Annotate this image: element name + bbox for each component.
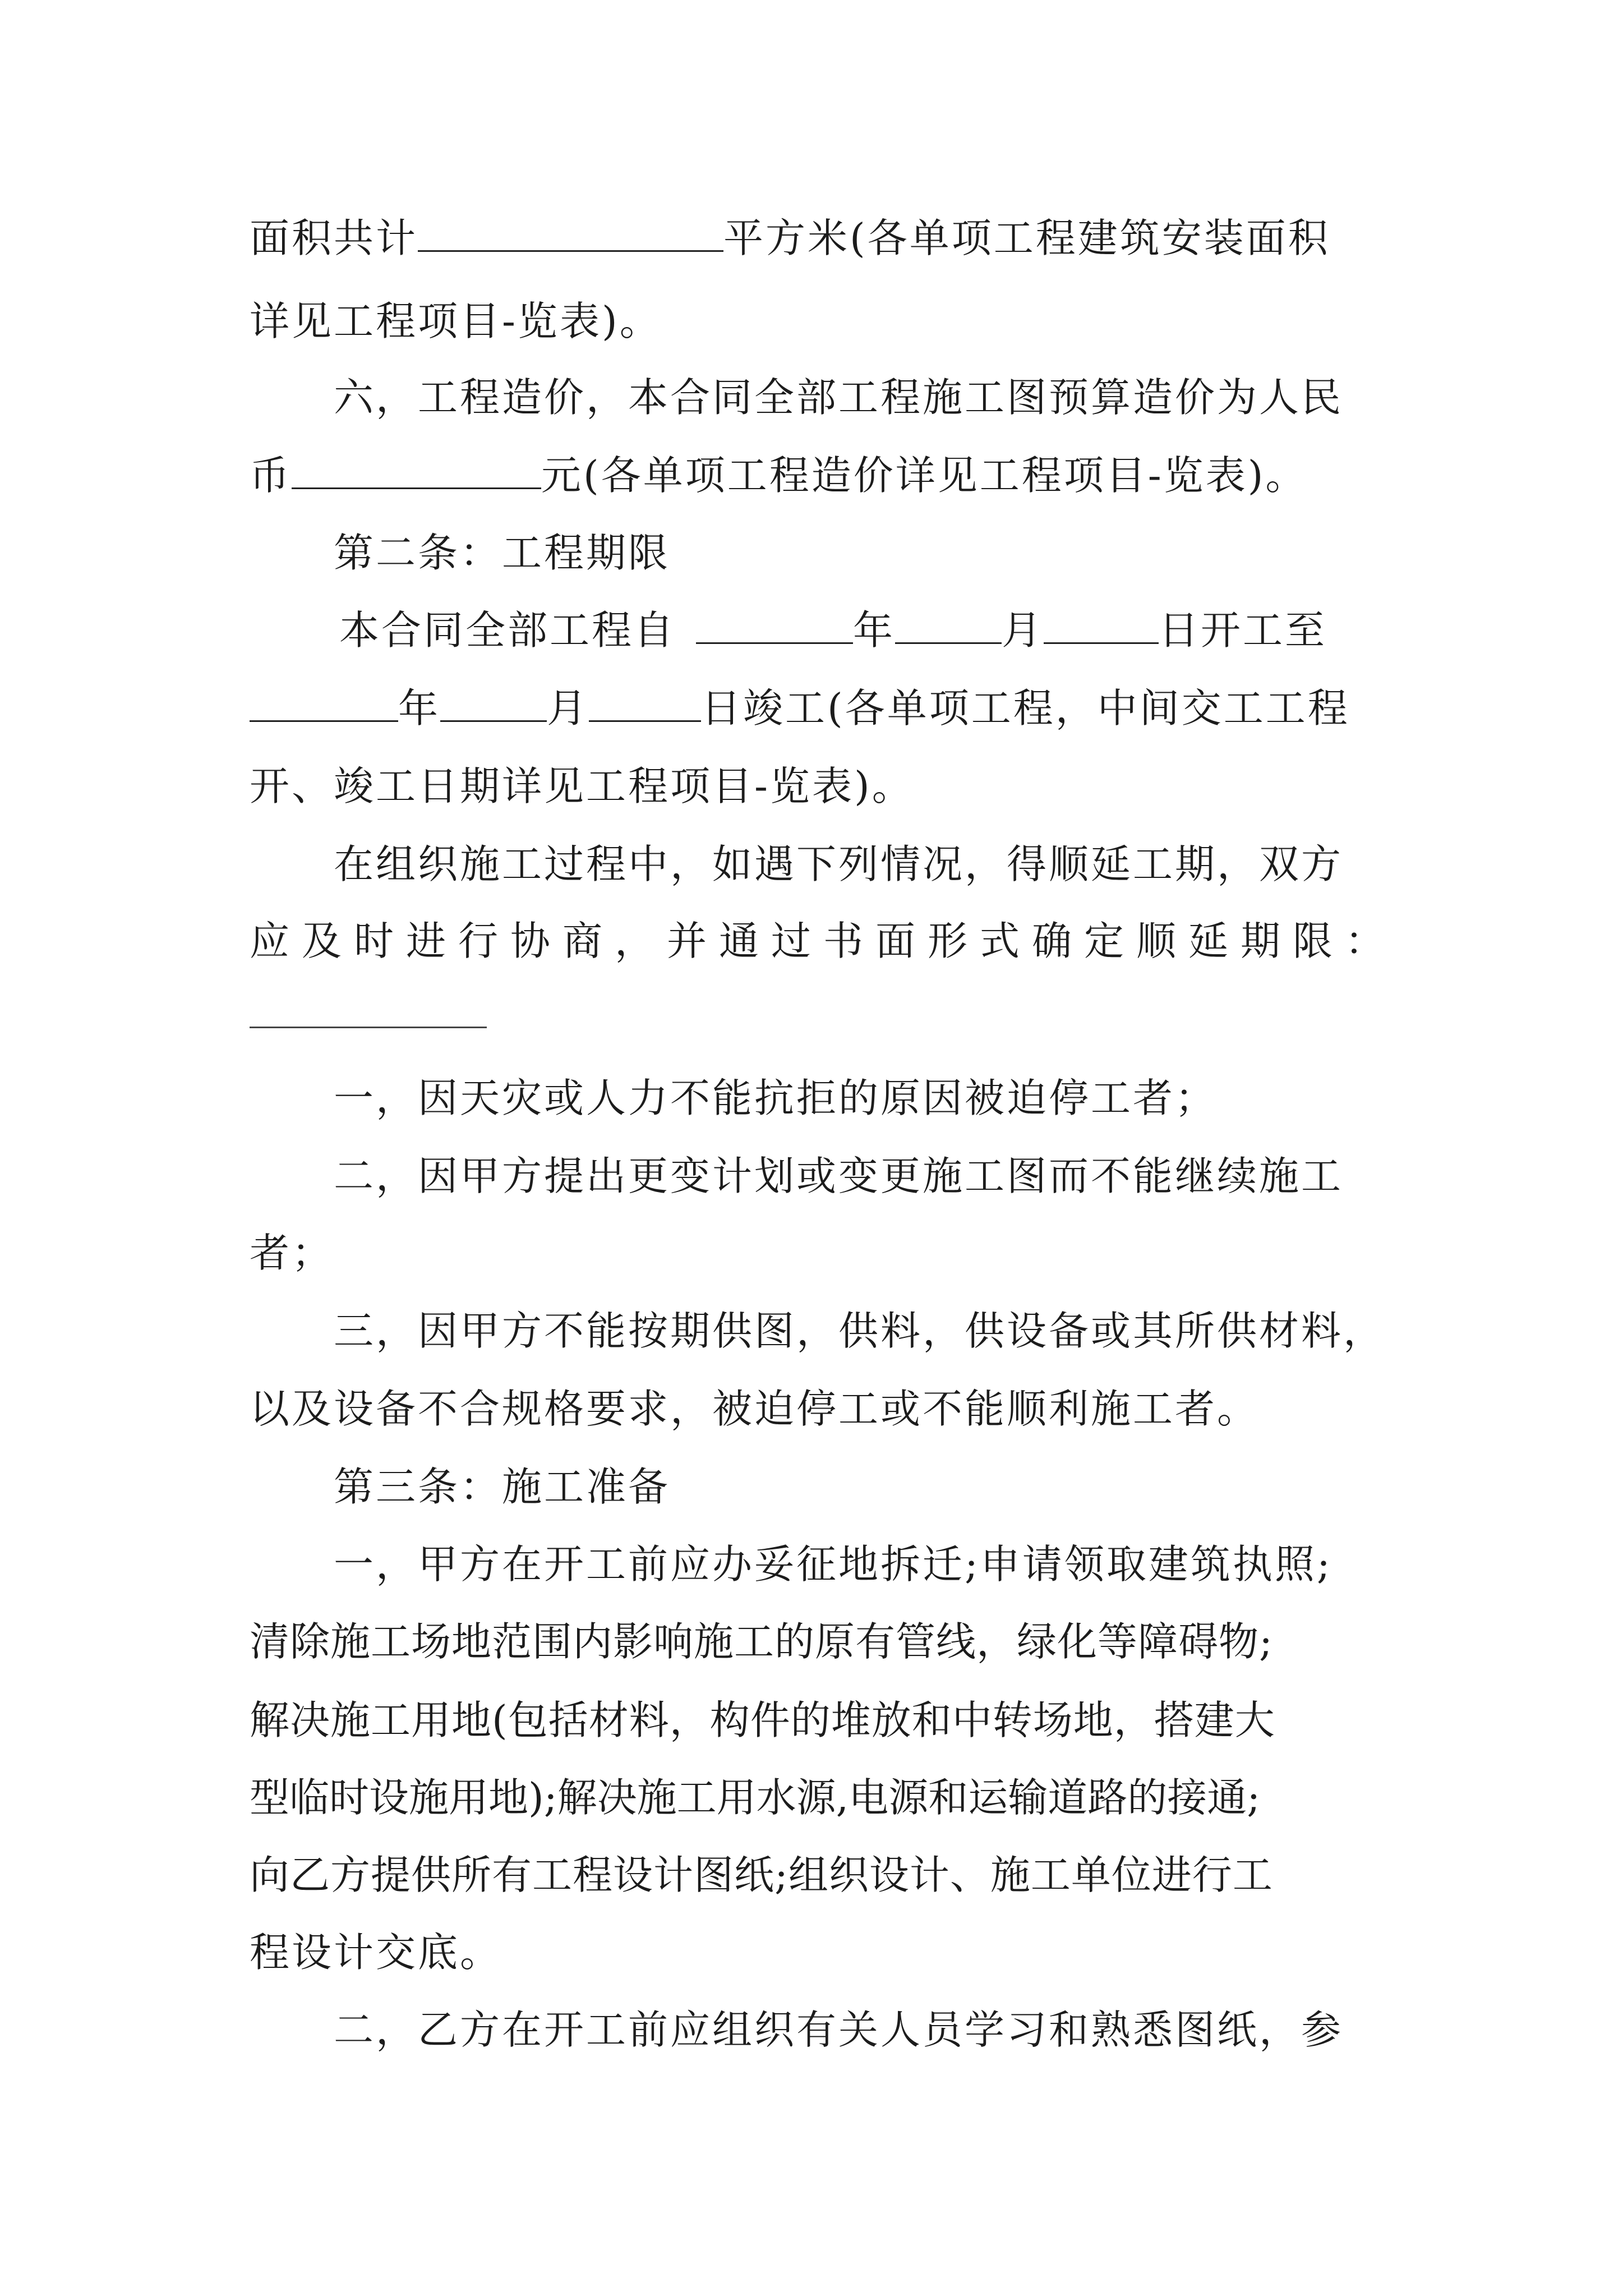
section-heading: 第三条：施工准备 xyxy=(334,1464,671,1510)
blank-underline xyxy=(589,687,701,722)
section-heading: 第二条：工程期限 xyxy=(334,530,671,576)
text-span: 年 xyxy=(398,685,441,731)
text-line: 向乙方提供所有工程设计图纸;组织设计、施工单位进行工 xyxy=(250,1852,1273,1898)
text-line xyxy=(339,605,1327,656)
text-line: 清除施工场地范围内影响施工的原有管线，绿化等障碍物; xyxy=(250,1618,1273,1665)
text-line xyxy=(250,450,1307,501)
text-line: 详见工程项目-览表)。 xyxy=(250,298,662,344)
text-span: 元(各单项工程造价详见工程项目-览表)。 xyxy=(541,452,1308,499)
text-span: 本合同全部工程自 xyxy=(339,607,676,654)
text-line xyxy=(250,683,1350,734)
blank-underline xyxy=(440,687,547,722)
text-line: 以及设备不合规格要求，被迫停工或不能顺利施工者。 xyxy=(250,1386,1260,1432)
text-line: 程设计交底。 xyxy=(250,1929,502,1976)
text-span: 币 xyxy=(250,452,292,499)
list-item: 二，因甲方提出更变计划或变更施工图而不能继续施工 xyxy=(334,1153,1344,1199)
text-line: 开、竣工日期详见工程项目-览表)。 xyxy=(250,763,914,809)
text-line: 者； xyxy=(250,1230,334,1276)
blank-underline xyxy=(1044,609,1159,644)
text-line: 六，工程造价，本合同全部工程施工图预算造价为人民 xyxy=(334,374,1344,421)
text-line: 解决施工用地(包括材料，构件的堆放和中转场地，搭建大 xyxy=(250,1697,1275,1743)
text-line xyxy=(250,213,1330,264)
text-line: 型临时设施用地);解决施工用水源,电源和运输道路的接通; xyxy=(250,1774,1261,1821)
list-item: 一，甲方在开工前应办妥征地拆迁;申请领取建筑执照; xyxy=(334,1541,1332,1588)
list-item: 三，因甲方不能按期供图，供料，供设备或其所供材料， xyxy=(334,1308,1386,1354)
blank-underline xyxy=(895,609,1002,644)
blank-underline xyxy=(250,687,398,722)
text-span: 日开工至 xyxy=(1159,607,1327,654)
text-span: 面积共计 xyxy=(250,215,418,261)
blank-underline xyxy=(696,609,853,644)
text-span: 平方米(各单项工程建筑安装面积 xyxy=(723,215,1330,261)
text-span: 年 xyxy=(853,607,896,654)
text-line: 应及时进行协商，并通过书面形式确定顺延期限： xyxy=(250,918,1398,964)
text-line: 在组织施工过程中，如遇下列情况，得顺延工期，双方 xyxy=(334,841,1344,887)
list-item: 一，因天灾或人力不能抗拒的原因被迫停工者； xyxy=(334,1075,1218,1121)
list-item: 二，乙方在开工前应组织有关人员学习和熟悉图纸，参 xyxy=(334,2007,1344,2053)
text-span: 月 xyxy=(1002,607,1044,654)
text-span: 日竣工(各单项工程，中间交工工程 xyxy=(701,685,1350,731)
blank-underline xyxy=(292,454,541,489)
blank-underline xyxy=(418,217,723,252)
text-span: 月 xyxy=(547,685,589,731)
separator-line xyxy=(250,1027,487,1028)
